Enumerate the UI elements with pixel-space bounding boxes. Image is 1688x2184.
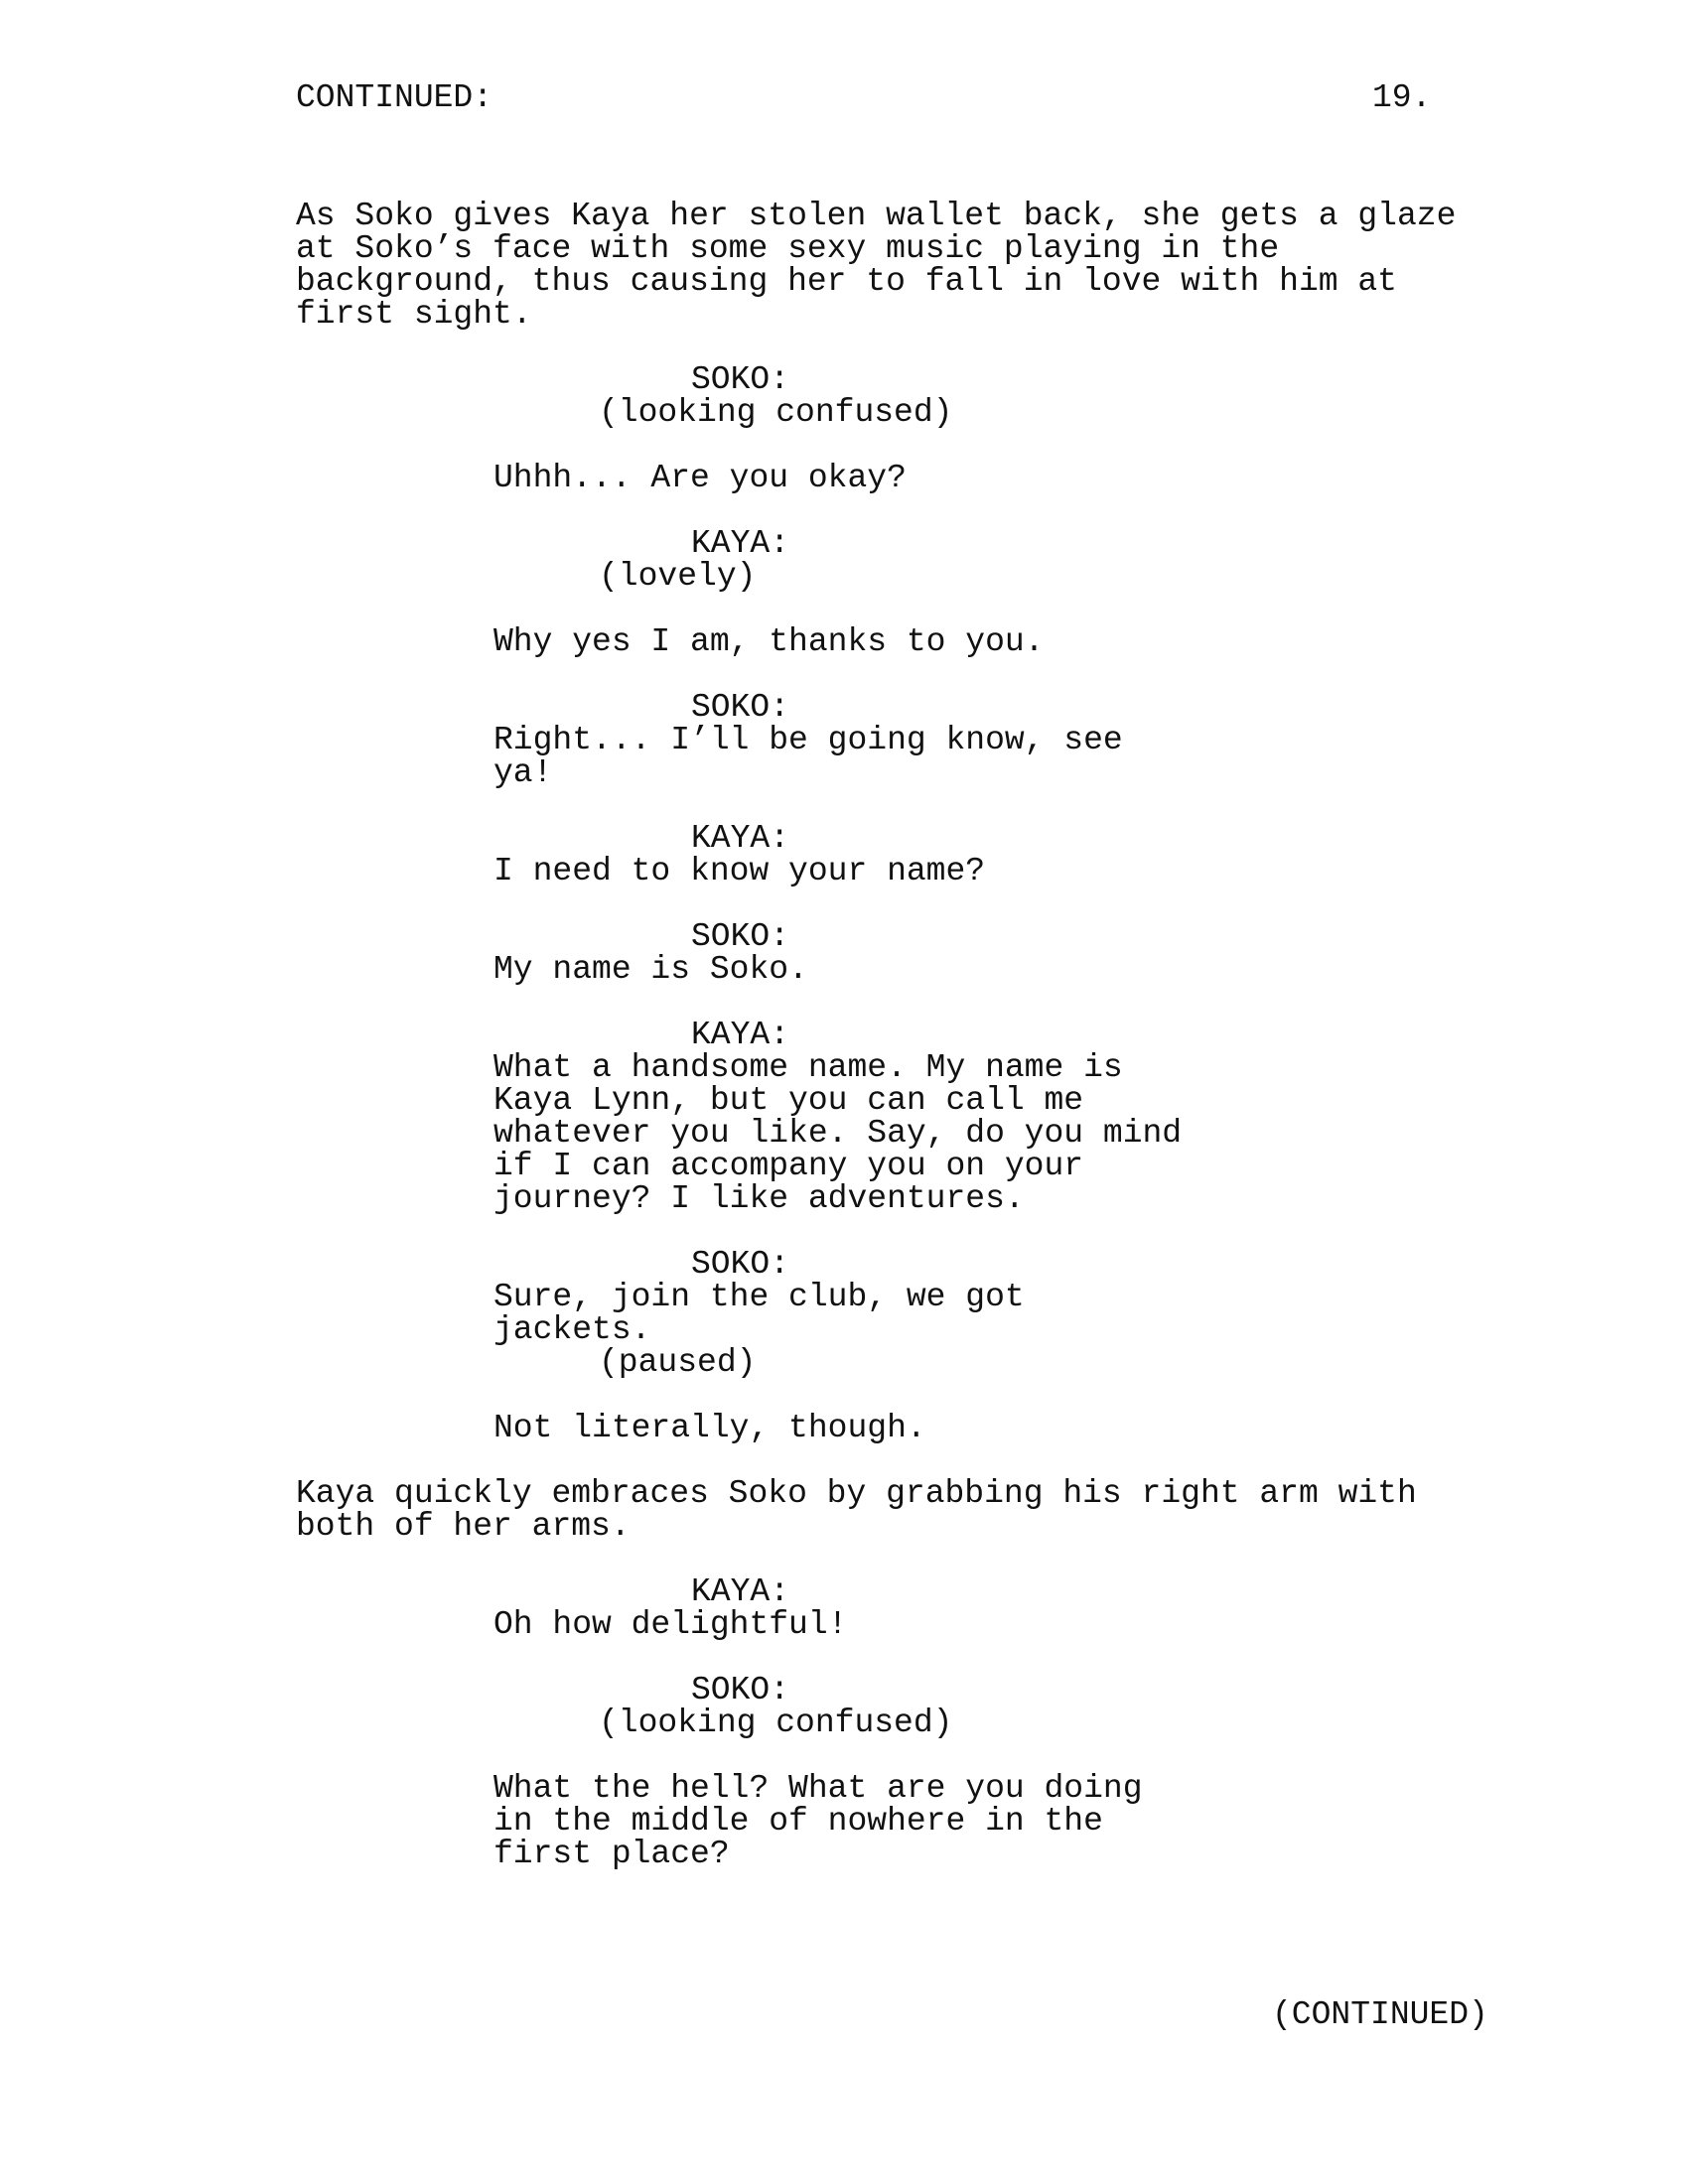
character-name: KAYA: — [691, 820, 790, 857]
dialogue: What the hell? What are you doing in the middle of nowhere in the first place? — [493, 1770, 1143, 1872]
dialogue: Uhhh... Are you okay? — [493, 460, 907, 496]
character-name: KAYA: — [691, 525, 790, 562]
parenthetical: (paused) — [599, 1344, 757, 1381]
dialogue: Sure, join the club, we got jackets. — [493, 1279, 1025, 1348]
page-number: 19. — [1372, 79, 1432, 116]
dialogue: My name is Soko. — [493, 951, 808, 988]
dialogue: Oh how delightful! — [493, 1606, 848, 1643]
action-line: Kaya quickly embraces Soko by grabbing his right arm with both of her arms. — [296, 1475, 1417, 1545]
character-name: SOKO: — [691, 918, 790, 955]
character-name: KAYA: — [691, 1573, 790, 1610]
continued-header: CONTINUED: — [296, 79, 493, 116]
dialogue: I need to know your name? — [493, 853, 986, 889]
character-name: SOKO: — [691, 1246, 790, 1283]
parenthetical: (looking confused) — [599, 1705, 953, 1741]
character-name: SOKO: — [691, 361, 790, 398]
parenthetical: (looking confused) — [599, 394, 953, 431]
character-name: SOKO: — [691, 1672, 790, 1708]
character-name: KAYA: — [691, 1017, 790, 1053]
dialogue: Why yes I am, thanks to you. — [493, 623, 1045, 660]
action-line: As Soko gives Kaya her stolen wallet back, she gets a glaze at Soko’s face with some sexy music playing in the background, thus causing her to fall in love with him at first sight. — [296, 198, 1457, 333]
dialogue: Not literally, though. — [493, 1410, 926, 1446]
dialogue: What a handsome name. My name is Kaya Lynn, but you can call me whatever you like. Say, do you mind if I can accompany you on your journey? I like adventures. — [493, 1049, 1183, 1217]
continued-footer: (CONTINUED) — [1272, 1996, 1488, 2033]
dialogue: Right... I’ll be going know, see ya! — [493, 722, 1123, 791]
parenthetical: (lovely) — [599, 558, 757, 595]
character-name: SOKO: — [691, 689, 790, 726]
